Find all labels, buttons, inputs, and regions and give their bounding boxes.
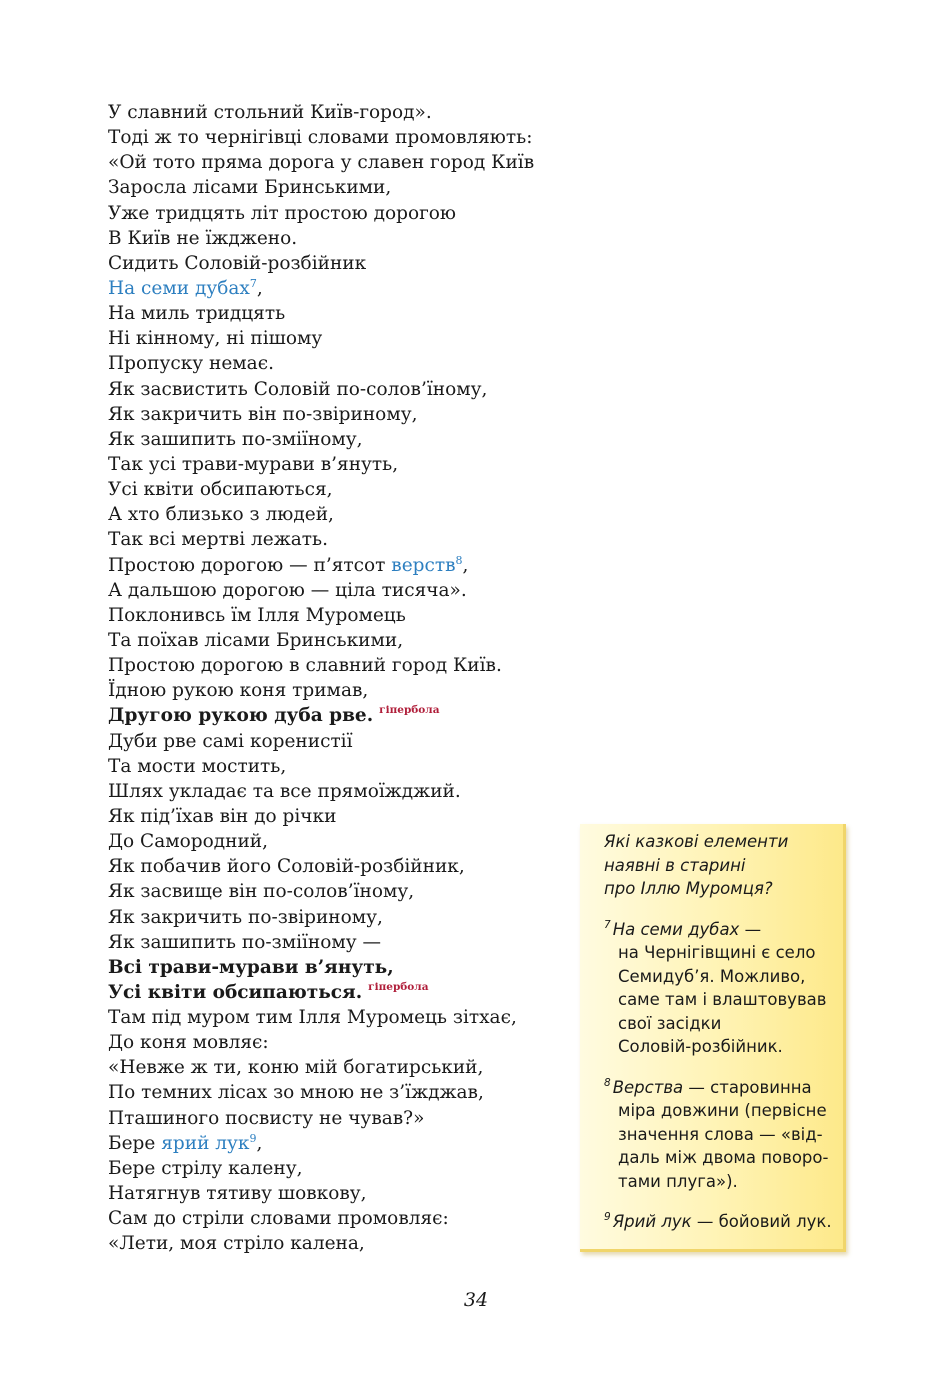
- poem-line-text: Та поїхав лісами Бринськими,: [108, 629, 404, 651]
- poem-line-text: Пташиного посвисту не чував?»: [108, 1107, 425, 1129]
- poem-line: [108, 452, 578, 477]
- poem-line: [108, 879, 578, 904]
- poem-line: [108, 854, 578, 879]
- poem-line-text: Сам до стріли словами промовляє:: [108, 1208, 449, 1230]
- poem-line-text: Простою дорогою — п’ятсот: [108, 554, 392, 576]
- poem-line-text: Як зашипить по-зміїному —: [108, 931, 382, 953]
- poem-line: [108, 1231, 578, 1256]
- poem-line: [108, 1055, 578, 1080]
- poem-line-text: Бере стрілу калену,: [108, 1157, 303, 1179]
- footnote-text: — старовинна: [683, 1077, 812, 1097]
- footnote-text: — бойовий лук.: [691, 1212, 832, 1231]
- poem-line: [108, 477, 578, 502]
- poem-text: [108, 100, 578, 1256]
- poem-line-text: До Самородний,: [108, 831, 269, 853]
- poem-line: [108, 1131, 578, 1156]
- footnote-line: тами плуга»).: [618, 1171, 738, 1191]
- poem-line: [108, 653, 578, 678]
- poem-line-text: Як під’їхав він до річки: [108, 805, 337, 827]
- poem-line-text: Сидить Соловій-розбійник: [108, 252, 367, 274]
- poem-line-text: Як засвистить Соловій по-солов’їному,: [108, 378, 488, 400]
- footnote-line: міра довжини (первісне: [618, 1101, 827, 1120]
- footnote-line: [604, 918, 843, 942]
- poem-line-text: Як закричить він по-звіриному,: [108, 403, 418, 425]
- footnote-marker[interactable]: 7: [249, 276, 257, 290]
- hyperbole-tag: гіпербола: [379, 704, 440, 717]
- poem-line: [108, 804, 578, 829]
- footnote-line: значення слова — «від-: [618, 1124, 823, 1144]
- poem-line-text: Тоді ж то чернігівці словами промовляють:: [108, 127, 533, 149]
- poem-line-text: А хто близько з людей,: [108, 504, 334, 526]
- footnote-line: Семидуб’я. Можливо,: [618, 966, 806, 986]
- page-number: 34: [463, 1289, 489, 1311]
- footnote-9: [604, 1210, 843, 1234]
- footnote-text: —: [739, 919, 762, 939]
- poem-line: [108, 905, 578, 930]
- poem-line-text: Як засвище він по-солов’їному,: [108, 881, 415, 903]
- poem-line-text: ,: [256, 1132, 263, 1154]
- footnote-line: свої засідки: [618, 1013, 722, 1033]
- poem-line: [108, 527, 578, 552]
- glossary-link[interactable]: На семи дубах: [108, 277, 250, 299]
- poem-line-text: Всі трави-мурави в’януть,: [108, 956, 394, 978]
- poem-line-text: Як побачив його Соловій-розбійник,: [108, 856, 465, 878]
- footnote-marker[interactable]: 9: [249, 1131, 257, 1145]
- poem-line: [108, 251, 578, 276]
- poem-line: [108, 553, 578, 578]
- poem-line: [108, 754, 578, 779]
- poem-line: [108, 930, 578, 955]
- poem-line-text: Дуби рве самі коренистії: [108, 730, 353, 752]
- poem-line-text: До коня мовляє:: [108, 1032, 269, 1054]
- poem-line-text: Простою дорогою в славний город Київ.: [108, 655, 502, 677]
- poem-line: [108, 678, 578, 703]
- poem-line: [108, 729, 578, 754]
- footnote-number: 7: [604, 918, 611, 931]
- footnote-line: на Чернігівщині є село: [618, 943, 816, 962]
- poem-line: [108, 628, 578, 653]
- poem-line: [108, 100, 578, 125]
- glossary-link[interactable]: верств: [391, 554, 456, 576]
- footnote-term: Верства: [612, 1077, 684, 1097]
- poem-line-text: На миль тридцять: [108, 303, 286, 325]
- question-line: про Іллю Муромця?: [604, 879, 773, 898]
- footnote-marker[interactable]: 8: [455, 553, 463, 567]
- poem-line: [108, 1206, 578, 1231]
- poem-line-text: Заросла лісами Бринськими,: [108, 177, 392, 199]
- poem-line: [108, 955, 578, 980]
- poem-line-text: Так всі мертві лежать.: [108, 529, 328, 551]
- footnote-7: [604, 918, 843, 1059]
- poem-line-text: Натягнув тятиву шовкову,: [108, 1183, 367, 1205]
- question-line: наявні в старині: [604, 855, 746, 875]
- footnote-line: [604, 1076, 843, 1100]
- poem-line: [108, 829, 578, 854]
- poem-line-text: Другою рукою дуба рве.: [108, 705, 374, 727]
- footnotes: [604, 918, 843, 1234]
- poem-line-text: В Київ не їжджено.: [108, 227, 298, 249]
- footnote-term: Ярий лук: [612, 1212, 692, 1231]
- poem-line: [108, 377, 578, 402]
- poem-line-text: Пропуску немає.: [108, 353, 274, 375]
- footnote-8: [604, 1076, 843, 1194]
- poem-line: [108, 351, 578, 376]
- poem-line-text: Поклонивсь їм Ілля Муромець: [108, 604, 406, 626]
- poem-line: [108, 502, 578, 527]
- footnote-number: 8: [604, 1076, 611, 1089]
- poem-line: [108, 402, 578, 427]
- poem-line: [108, 603, 578, 628]
- footnote-line: даль між двома поворо-: [618, 1148, 829, 1167]
- poem-line: [108, 1080, 578, 1105]
- poem-line-text: Та мости мостить,: [108, 755, 287, 777]
- poem-line-text: У славний стольний Київ-город».: [108, 102, 432, 123]
- poem-line: [108, 578, 578, 603]
- poem-line: [108, 703, 578, 728]
- poem-line: [108, 125, 578, 150]
- poem-line-text: Бере: [108, 1132, 162, 1154]
- sidebar-question: [604, 830, 843, 901]
- poem-line-text: Шлях укладає та все прямоїжджий.: [108, 780, 461, 802]
- poem-line-text: ,: [256, 277, 263, 299]
- poem-line-text: Ні кінному, ні пішому: [108, 328, 323, 350]
- poem-line: [108, 226, 578, 251]
- poem-line: [108, 779, 578, 804]
- poem-line: [108, 150, 578, 175]
- poem-line: [108, 276, 578, 301]
- footnote-number: 9: [604, 1211, 611, 1223]
- sidebar-box: [580, 824, 846, 1252]
- poem-line: [108, 201, 578, 226]
- poem-line: [108, 1030, 578, 1055]
- question-line: Які казкові елементи: [604, 832, 789, 851]
- poem-line-text: А дальшою дорогою — ціла тисяча».: [108, 579, 467, 601]
- poem-line-text: Їдною рукою коня тримав,: [108, 680, 369, 702]
- poem-line: [108, 1106, 578, 1131]
- poem-line: [108, 980, 578, 1005]
- poem-line-text: «Лети, моя стріло калена,: [108, 1233, 365, 1255]
- poem-line-text: Уже тридцять літ простою дорогою: [108, 202, 457, 224]
- footnote-line: Соловій-розбійник.: [618, 1037, 783, 1056]
- hyperbole-tag: гіпербола: [368, 980, 429, 993]
- footnote-term: На семи дубах: [612, 919, 740, 939]
- footnote-line: [604, 1210, 843, 1234]
- poem-line-text: «Невже ж ти, коню мій богатирський,: [108, 1057, 484, 1079]
- poem-line: [108, 1181, 578, 1206]
- poem-line-text: Так усі трави-мурави в’януть,: [108, 453, 399, 475]
- poem-line-text: Там під муром тим Ілля Муромець зітхає,: [108, 1007, 517, 1029]
- poem-line-text: Як зашипить по-зміїному,: [108, 428, 363, 450]
- poem-line-text: По темних лісах зо мною не з’їжджав,: [108, 1082, 484, 1104]
- poem-line: [108, 301, 578, 326]
- poem-line-text: Усі квіти обсипаються,: [108, 479, 333, 501]
- glossary-link[interactable]: ярий лук: [161, 1132, 250, 1154]
- poem-line-text: «Ой тото пряма дорога у славен город Київ: [108, 152, 535, 174]
- poem-line-text: Як закричить по-звіриному,: [108, 906, 383, 928]
- poem-line-text: ,: [462, 554, 469, 576]
- poem-line-text: Усі квіти обсипаються.: [108, 981, 363, 1003]
- poem-line: [108, 1156, 578, 1181]
- poem-line: [108, 175, 578, 200]
- poem-line: [108, 326, 578, 351]
- footnote-line: саме там і влаштовував: [618, 990, 827, 1009]
- poem-line: [108, 427, 578, 452]
- poem-line: [108, 1005, 578, 1030]
